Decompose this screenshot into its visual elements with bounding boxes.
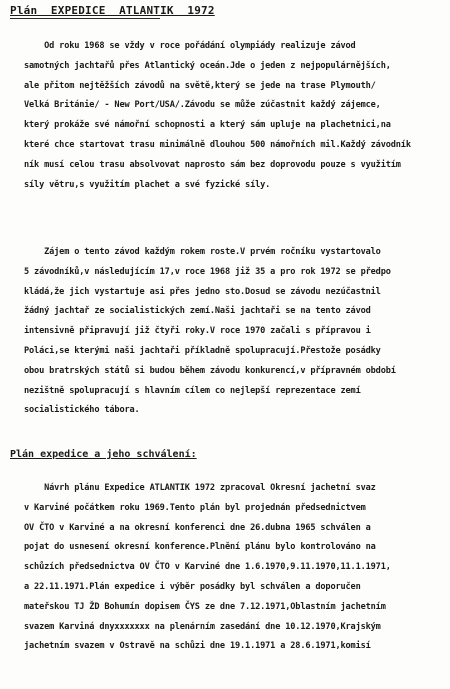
- title-underline: [10, 18, 160, 19]
- paragraph-line: OV ČTO v Karviné a na okresní konferenci dne 26.dubna 1965 schválen a: [24, 522, 371, 533]
- paragraph-line: pojat do usnesení okresní konference.Plnění plánu bylo kontrolováno na: [24, 542, 376, 553]
- document-title: Plán EXPEDICE ATLANTIK 1972: [10, 4, 215, 17]
- paragraph-line: který prokáže své námořní schopnosti a který sám upluje na plachetnici,na: [24, 120, 391, 131]
- paragraph-3: [24, 479, 450, 657]
- paragraph-line: které chce startovat trasu minimálně dlouhou 500 námořních mil.Každý závodník: [24, 139, 411, 150]
- paragraph-line: mateřskou TJ ŽD Bohumín dopisem ČYS ze dne 7.12.1971,Oblastním jachetním: [24, 601, 386, 612]
- paragraph-line: ník musí celou trasu absolvovat naprosto sám bez doprovodu pouze s využitím: [24, 159, 401, 170]
- paragraph-line: kládá,že jich vystartuje asi přes jedno sto.Dosud se závodu nezúčastnil: [24, 286, 381, 297]
- paragraph-line: nezištně spolupracují s hlavním cílem co nejlepší reprezentace zemí: [24, 385, 361, 396]
- paragraph-line: jachetním svazem v Ostravě na schůzi dne 19.1.1971 a 28.6.1971,komisí: [24, 641, 371, 652]
- paragraph-line: ale přitom nejtěžších závodů na světě,který se jede na trase Plymouth/: [24, 80, 376, 91]
- paragraph-line: schůzích předsednictva OV ČTO v Karviné dne 1.6.1970,9.11.1970,11.1.1971,: [24, 562, 391, 573]
- paragraph-line: svazem Karviná dnyxxxxxxx na plenárním zasedání dne 10.12.1970,Krajským: [24, 621, 381, 632]
- paragraph-line: 5 závodníků,v následujícím 17,v roce 1968 již 35 a pro rok 1972 se předpo: [24, 266, 391, 277]
- paragraph-line: žádný jachtař ze socialistických zemí.Naši jachtaři se na tento závod: [24, 306, 371, 317]
- paragraph-1: [24, 37, 450, 195]
- paragraph-line: intensivně připravují již čtyři roky.V roce 1970 začali s přípravou i: [24, 326, 371, 337]
- paragraph-line: Zájem o tento závod každým rokem roste.V prvém ročníku vystartovalo: [24, 247, 381, 257]
- paragraph-line: Návrh plánu Expedice ATLANTIK 1972 zpracoval Okresní jachetní svaz: [24, 483, 376, 493]
- paragraph-line: síly větru,s využitím plachet a své fyzické síly.: [24, 179, 271, 190]
- paragraph-2: [24, 243, 450, 421]
- paragraph-line: obou bratrských států si budou během závodu konkurencí,v přípravném období: [24, 365, 396, 376]
- section-heading: Plán expedice a jeho schválení:: [10, 449, 197, 460]
- paragraph-line: socialistického tábora.: [24, 405, 140, 416]
- paragraph-line: v Karviné počátkem roku 1969.Tento plán byl projednán předsednictvem: [24, 502, 366, 513]
- paragraph-line: Poláci,se kterými naši jachtaři příkladně spolupracují.Přestože posádky: [24, 345, 381, 356]
- paragraph-line: samotných jachtařů přes Atlantický oceán.Jde o jeden z nejpopulárnějších,: [24, 60, 391, 71]
- paragraph-line: a 22.11.1971.Plán expedice i výběr posádky byl schválen a doporučen: [24, 581, 361, 592]
- paragraph-line: Velká Británie/ - New Port/USA/.Závodu se může zúčastnit každý zájemce,: [24, 100, 381, 111]
- paragraph-line: Od roku 1968 se vždy v roce pořádání olympiády realizuje závod: [24, 41, 356, 51]
